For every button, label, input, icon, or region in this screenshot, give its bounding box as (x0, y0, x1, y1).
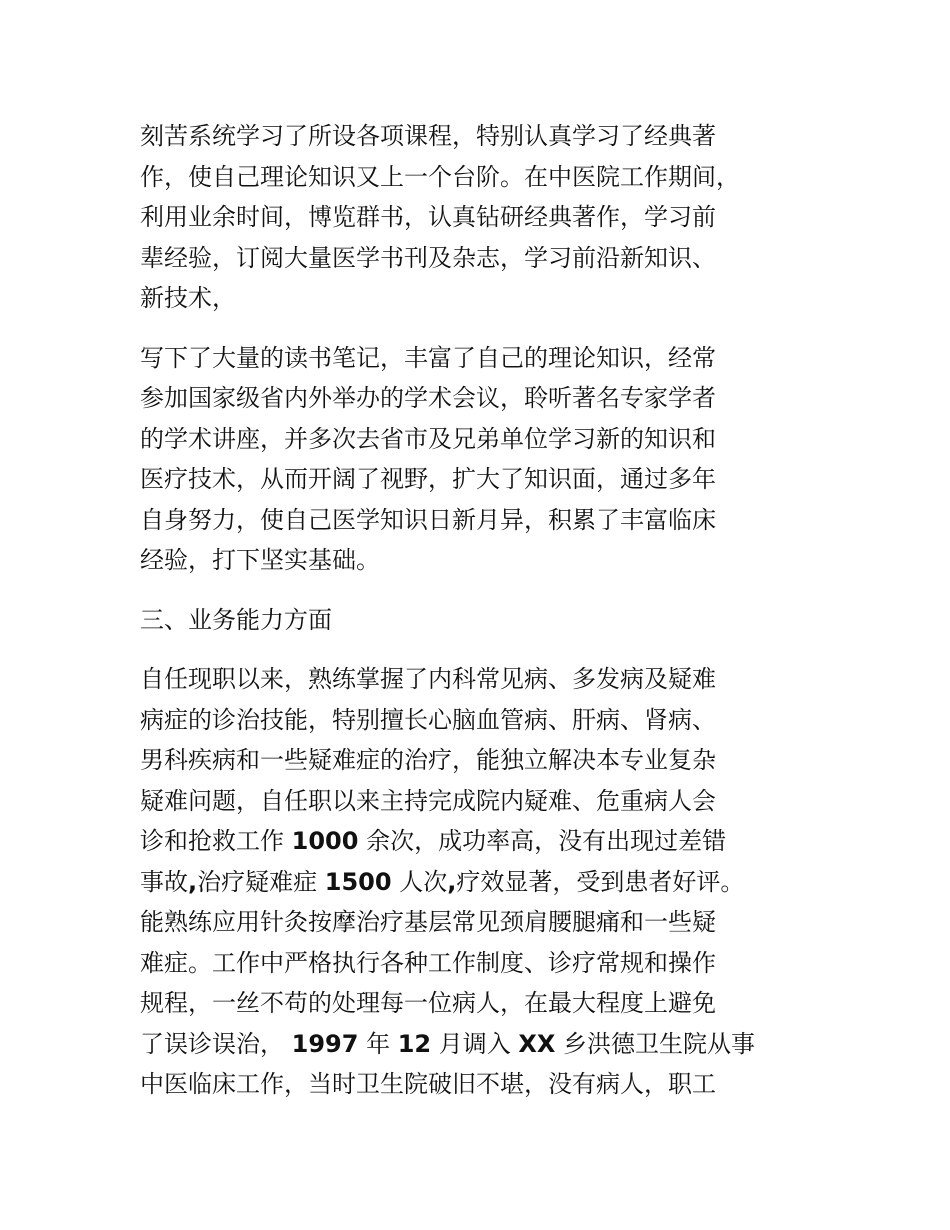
section-heading-text: 三、业务能力方面 (140, 605, 332, 634)
text-segment: 乡洪德卫生院从事 (555, 1029, 756, 1058)
text-line: 自身努力，使自己医学知识日新月异，积累了丰富临床 (140, 505, 716, 534)
text-line: 作，使自己理论知识又上一个台阶。在中医院工作期间， (140, 162, 740, 191)
paragraph-3 (140, 659, 812, 1105)
text-line: 难症。工作中严格执行各种工作制度、诊疗常规和操作 (140, 948, 716, 977)
text-line: 利用业余时间，博览群书，认真钻研经典著作，学习前 (140, 203, 716, 231)
text-line: 写下了大量的读书笔记，丰富了自己的理论知识，经常 (140, 343, 716, 372)
document-body (140, 116, 812, 1124)
text-segment: 疗效显著，受到患者好评。 (456, 867, 745, 896)
paragraph-2 (140, 338, 812, 581)
text-line: 中医临床工作，当时卫生院破旧不堪，没有病人，职工 (140, 1070, 716, 1098)
text-line: 自任现职以来，熟练掌握了内科常见病、多发病及疑难 (140, 665, 716, 693)
number-1500: 1500 (324, 867, 392, 896)
text-segment: 了误诊误治， (140, 1029, 292, 1058)
text-line: 新技术， (140, 284, 236, 312)
text-line: 规程，一丝不苟的处理每一位病人，在最大程度上避免 (140, 989, 716, 1017)
year-number: 1997 (291, 1029, 359, 1058)
text-line: 参加国家级省内外举办的学术会议，聆听著名专家学者 (140, 384, 716, 412)
text-line: 男科疾病和一些疑难症的治疗，能独立解决本专业复杂 (140, 746, 716, 774)
text-segment: 治疗疑难症 (197, 867, 325, 896)
text-line: 能熟练应用针灸按摩治疗基层常见颈肩腰腿痛和一些疑 (140, 908, 716, 936)
text-line: 经验，打下坚实基础。 (140, 546, 380, 574)
text-segment: 人次 (391, 867, 448, 896)
text-segment: 余次，成功率高，没有出现过差错 (358, 827, 727, 855)
place-placeholder: XX (518, 1029, 556, 1058)
text-segment: 月调入 (431, 1029, 519, 1058)
text-line: 病症的诊治技能，特别擅长心脑血管病、肝病、肾病、 (140, 705, 716, 734)
text-line: 辈经验，订阅大量医学书刊及杂志，学习前沿新知识、 (140, 243, 716, 272)
text-line: 疑难问题，自任职以来主持完成院内疑难、危重病人会 (140, 786, 716, 815)
comma: , (447, 867, 457, 896)
text-line: 的学术讲座，并多次去省市及兄弟单位学习新的知识和 (140, 424, 716, 453)
section-heading (140, 600, 812, 641)
text-line (140, 862, 812, 903)
text-segment: 事故 (140, 867, 188, 896)
text-line: 刻苦系统学习了所设各项课程，特别认真学习了经典著 (140, 122, 716, 150)
text-line: 医疗技术，从而开阔了视野，扩大了知识面，通过多年 (140, 465, 716, 493)
comma: , (188, 867, 198, 896)
text-segment: 诊和抢救工作 (140, 827, 292, 855)
text-line (140, 1024, 812, 1065)
number-1000: 1000 (291, 827, 359, 855)
text-segment: 年 (358, 1029, 398, 1058)
text-line (140, 821, 812, 862)
month-number: 12 (397, 1029, 432, 1058)
paragraph-1 (140, 116, 812, 319)
